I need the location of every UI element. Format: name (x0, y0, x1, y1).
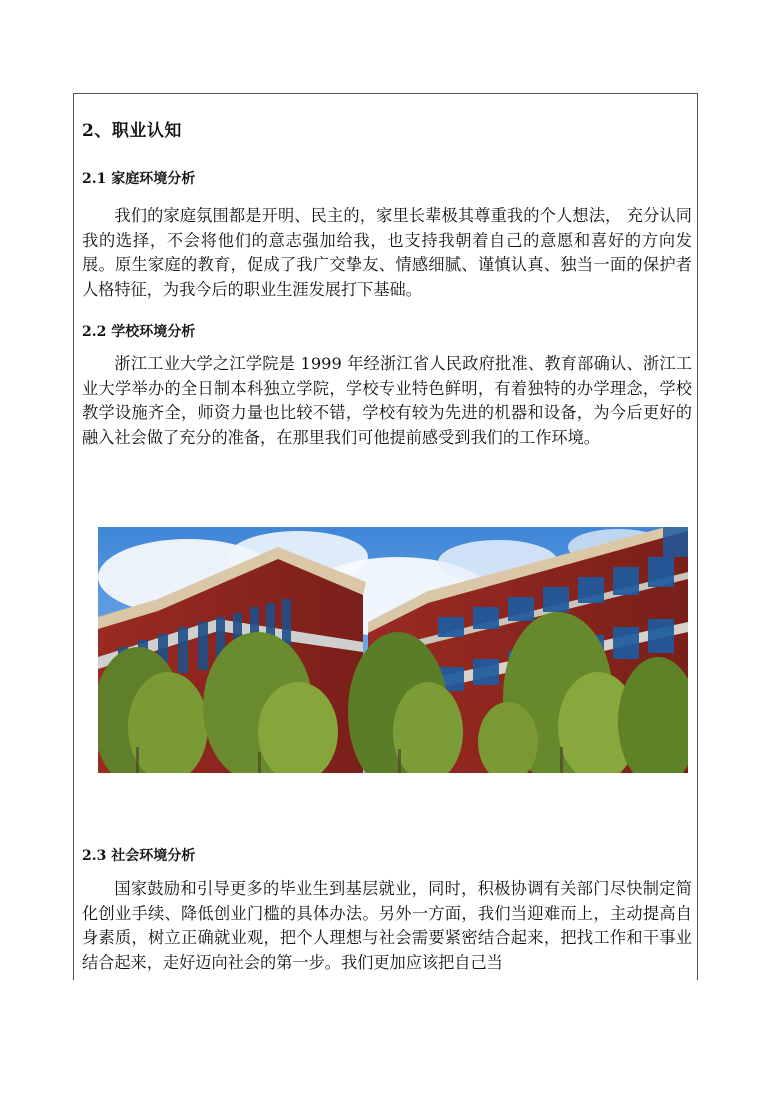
paragraph-family: 我们的家庭氛围都是开明、民主的，家里长辈极其尊重我的个人想法， 充分认同我的选择，不会将他们的意志强加给我，也支持我朝着自己的意愿和喜好的方向发展。原生家庭的教育，促成了我广交挚友、情感细腻、谨慎认真、独当一面的保护者人格特征，为我今后的职业生涯发展打下基础。 (82, 206, 692, 299)
subsection-heading-school: 2.2 学校环境分析 (82, 324, 196, 340)
document-table-cell (73, 93, 698, 980)
subsection-heading-family: 2.1 家庭环境分析 (82, 171, 196, 187)
campus-building-photo (98, 527, 688, 773)
subsection-heading-society: 2.3 社会环境分析 (82, 848, 196, 864)
paragraph-school: 浙江工业大学之江学院是 1999 年经浙江省人民政府批准、教育部确认、浙江工业大学举办的全日制本科独立学院，学校专业特色鲜明，有着独特的办学理念，学校教学设施齐全，师资力量也比较不错，学校有较为先进的机器和设备，为今后更好的融入社会做了充分的准备，在那里我们可他提前感受到我们的工作环境。 (82, 354, 692, 447)
paragraph-society: 国家鼓励和引导更多的毕业生到基层就业，同时，积极协调有关部门尽快制定简化创业手续、降低创业门槛的具体办法。另外一方面，我们当迎难而上，主动提高自身素质，树立正确就业观，把个人理想与社会需要紧密结合起来，把找工作和干事业结合起来，走好迈向社会的第一步。我们更加应该把自己当 (82, 879, 692, 972)
section-title: 2、职业认知 (82, 121, 182, 141)
